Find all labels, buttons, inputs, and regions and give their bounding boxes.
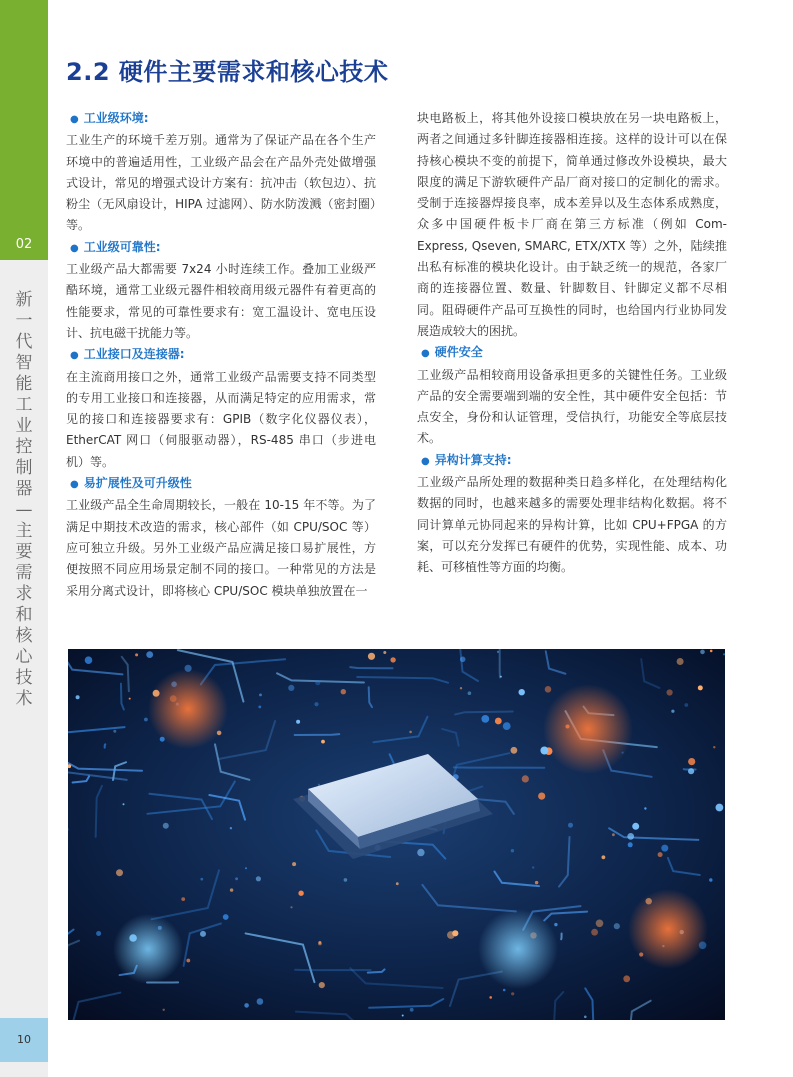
- chapter-title-vertical: [0, 290, 48, 710]
- circuit-light: [230, 827, 232, 829]
- circuit-light: [402, 1015, 404, 1017]
- circuit-light: [596, 920, 604, 928]
- circuit-light: [500, 676, 502, 678]
- bullet-icon: ●: [70, 350, 79, 362]
- circuit-light: [602, 855, 606, 859]
- section-heading-text: 工业级环境:: [83, 111, 149, 125]
- bullet-icon: ●: [70, 242, 79, 254]
- circuit-light: [135, 653, 138, 656]
- section-heading-text: 工业接口及连接器:: [83, 347, 185, 362]
- section-paragraph: 工业级产品所处理的数据种类日趋多样化，在处理结构化数据的同时，也越来越多的需要处理非结构化数据。将不同计算单元协同起来的异构计算，比如 CPU+FPGA 的方案，可以充分发挥已有硬件的优势，实现性能、成本、功耗、可移植性等方面的均衡。: [417, 475, 727, 575]
- chapter-title-char: 术: [15, 689, 33, 709]
- circuit-light: [677, 658, 684, 665]
- circuit-light: [417, 849, 424, 856]
- circuit-light: [538, 793, 545, 800]
- circuit-light: [76, 695, 80, 699]
- circuit-light: [186, 959, 190, 963]
- circuit-light: [710, 650, 713, 653]
- circuit-light: [468, 691, 472, 695]
- circuit-light: [568, 823, 573, 828]
- chapter-title-char: 核: [15, 626, 33, 646]
- section-heading: [417, 342, 727, 364]
- circuit-light: [545, 686, 552, 693]
- circuit-light: [144, 718, 148, 722]
- circuit-light: [315, 680, 320, 685]
- circuit-light: [129, 698, 131, 700]
- circuit-light: [410, 1008, 414, 1012]
- section-paragraph: 工业级产品全生命周期较长，一般在 10-15 年不等。为了满足中期技术改造的需求，核心部件（如 CPU/SOC 等）应可独立升级。另外工业级产品应满足接口易扩展性，方便按照不同应用场景定制不同的接口。一种常见的方法是采用分离式设计，即将核心 CPU/SOC 模块单独放置在一: [66, 498, 376, 598]
- circuit-light: [319, 982, 325, 988]
- chapter-title-char: 器: [15, 479, 33, 499]
- circuit-light: [511, 992, 514, 995]
- circuit-light: [632, 823, 639, 830]
- circuit-light: [244, 1003, 249, 1008]
- circuit-light: [85, 656, 93, 664]
- circuit-light: [503, 989, 506, 992]
- circuit-light: [230, 888, 233, 891]
- circuit-light: [554, 923, 557, 926]
- circuit-light: [259, 694, 262, 697]
- circuit-light: [245, 867, 247, 869]
- circuit-light: [163, 1009, 165, 1011]
- left-column: [66, 108, 376, 602]
- section-heading: [66, 108, 376, 130]
- section-heading: [417, 450, 727, 472]
- circuit-light: [591, 929, 598, 936]
- circuit-light: [96, 931, 101, 936]
- circuit-light: [671, 710, 674, 713]
- circuit-light: [532, 866, 534, 868]
- circuit-light: [368, 653, 375, 660]
- circuit-light: [511, 849, 514, 852]
- section-heading-text: 工业级可靠性:: [83, 239, 161, 254]
- circuit-light: [644, 807, 646, 809]
- section-heading: [66, 344, 376, 366]
- circuit-light: [489, 996, 492, 999]
- circuit-light: [709, 878, 712, 881]
- chapter-title-char: 能: [15, 374, 33, 394]
- circuit-light: [716, 804, 724, 812]
- circuit-light: [296, 720, 300, 724]
- circuit-light: [409, 731, 412, 734]
- chapter-title-char: 主: [15, 521, 33, 541]
- circuit-light: [344, 878, 348, 882]
- circuit-light: [146, 651, 153, 658]
- rail-accent-block: [0, 0, 48, 230]
- circuit-light: [298, 891, 303, 896]
- page-title: 2.2 硬件主要需求和核心技术: [66, 58, 389, 86]
- section-paragraph: 工业生产的环境千差万别。通常为了保证产品在各个生产环境中的普遍适用性，工业级产品会在产品外壳处做增强式设计，常见的增强式设计方案有：抗冲击（软包边）、抗粉尘（无风扇设计，HIPA 过滤网）、防水防泼溅（密封圈）等。: [66, 133, 376, 233]
- right-column: [417, 108, 727, 579]
- circuit-light: [452, 930, 458, 936]
- section-paragraph: 在主流商用接口之外，通常工业级产品需要支持不同类型的专用工业接口和连接器，从而满足特定的应用需求，常见的接口和连接器要求有：GPIB（数字化仪器仪表），EtherCAT 网口（伺服驱动器），RS-485 串口（步进电机）等。: [66, 369, 376, 469]
- circuit-light: [623, 975, 630, 982]
- circuit-light: [661, 845, 668, 852]
- circuit-light: [584, 1016, 587, 1019]
- chapter-title-char: 求: [15, 584, 33, 604]
- circuit-light: [258, 706, 261, 709]
- circuit-light: [341, 689, 346, 694]
- circuit-light: [223, 914, 229, 920]
- bullet-icon: ●: [70, 114, 79, 125]
- chapter-number: 02: [0, 230, 48, 260]
- chapter-title-char: 制: [15, 458, 33, 478]
- circuit-light: [495, 718, 502, 725]
- chapter-title-char: 控: [15, 437, 33, 457]
- circuit-light: [292, 862, 296, 866]
- circuit-trace: [105, 744, 106, 747]
- circuit-light: [113, 730, 116, 733]
- circuit-light: [627, 833, 634, 840]
- circuit-light: [314, 702, 318, 706]
- chapter-title-char: 需: [15, 563, 33, 583]
- chapter-title-char: 要: [15, 542, 33, 562]
- circuit-light: [503, 722, 511, 730]
- circuit-light: [497, 651, 499, 653]
- chapter-title-char: 代: [15, 332, 33, 352]
- section-heading: [66, 473, 376, 495]
- circuit-light: [713, 746, 715, 748]
- chapter-title-char: 心: [15, 647, 33, 667]
- circuit-light: [460, 657, 466, 663]
- circuit-light: [535, 881, 538, 884]
- section-heading-text: 硬件安全: [434, 345, 483, 360]
- section-paragraph: 工业级产品相较商用设备承担更多的关键性任务。工业级产品的安全需要端到端的安全性，其中硬件安全包括：节点安全，身份和认证管理，受信执行，功能安全等底层技术。: [417, 367, 727, 446]
- bullet-icon: ●: [421, 455, 430, 467]
- circuit-light: [614, 923, 620, 929]
- circuit-light: [684, 703, 688, 707]
- circuit-light: [522, 775, 529, 782]
- section-paragraph: 工业级产品大都需要 7x24 小时连续工作。叠加工业级严酷环境，通常工业级元器件相较商用级元器件有着更高的性能要求，常见的可靠性要求有：宽工温设计、宽电压设计、抗电磁干扰能力等。: [66, 262, 376, 340]
- circuit-light: [390, 657, 395, 662]
- section-heading: [66, 237, 376, 259]
- page-number: 10: [0, 1018, 48, 1062]
- circuit-light: [688, 768, 694, 774]
- circuit-board-illustration: [68, 649, 725, 1020]
- circuit-light: [460, 687, 462, 689]
- chapter-title-char: 技: [15, 668, 33, 688]
- circuit-light: [290, 906, 292, 908]
- circuit-light: [698, 685, 703, 690]
- bullet-icon: ●: [70, 479, 79, 491]
- chapter-title-char: —: [15, 500, 33, 520]
- circuit-light: [511, 747, 518, 754]
- circuit-light: [667, 689, 673, 695]
- chapter-title-char: 业: [15, 416, 33, 436]
- circuit-light: [116, 869, 123, 876]
- circuit-light: [257, 998, 264, 1005]
- circuit-trace: [350, 667, 392, 668]
- circuit-light: [318, 942, 322, 946]
- circuit-light: [235, 877, 238, 880]
- chapter-title-char: 新: [15, 290, 33, 310]
- circuit-light: [519, 689, 525, 695]
- circuit-light: [200, 931, 206, 937]
- circuit-light: [123, 803, 125, 805]
- circuit-light: [321, 740, 325, 744]
- circuit-light: [163, 823, 169, 829]
- chapter-title-char: 工: [15, 395, 33, 415]
- chapter-title-char: 和: [15, 605, 33, 625]
- section-heading-text: 易扩展性及可升级性: [83, 476, 192, 491]
- circuit-board-photo: [68, 649, 725, 1020]
- bullet-icon: ●: [421, 348, 430, 360]
- circuit-light: [628, 842, 633, 847]
- circuit-light: [481, 715, 489, 723]
- circuit-light: [688, 758, 695, 765]
- circuit-light: [658, 852, 663, 857]
- circuit-light: [181, 897, 185, 901]
- chapter-title-char: 一: [15, 311, 33, 331]
- section-heading-text: 异构计算支持:: [434, 452, 512, 467]
- circuit-light: [383, 651, 386, 654]
- circuit-light: [396, 882, 399, 885]
- circuit-trace: [295, 734, 340, 735]
- circuit-light: [700, 650, 705, 655]
- section-paragraph: 块电路板上，将其他外设接口模块放在另一块电路板上，两者之间通过多针脚连接器相连接。这样的设计可以在保持核心模块不变的前提下，简单通过修改外设模块，最大限度的满足下游软硬件产品厂商对接口的定制化的需求。受制于连接器焊接良率，成本差异以及生态体系成熟度，众多中国硬件板卡厂商在第三方标准（例如 Com-Express, Qseven, SMARC, ETX/XTX 等）之外，陆续推出私有标准的模块化设计。由于缺乏统一的规范，各家厂商的连接器位置、数量、针脚数目、针脚定义都不尽相同。阻碍硬件产品可互换性的同时，也给国内行业协同发展造成较大的困扰。: [417, 111, 727, 338]
- circuit-light: [200, 878, 203, 881]
- circuit-light: [612, 833, 615, 836]
- chapter-title-char: 智: [15, 353, 33, 373]
- circuit-light: [256, 876, 261, 881]
- circuit-light: [288, 685, 294, 691]
